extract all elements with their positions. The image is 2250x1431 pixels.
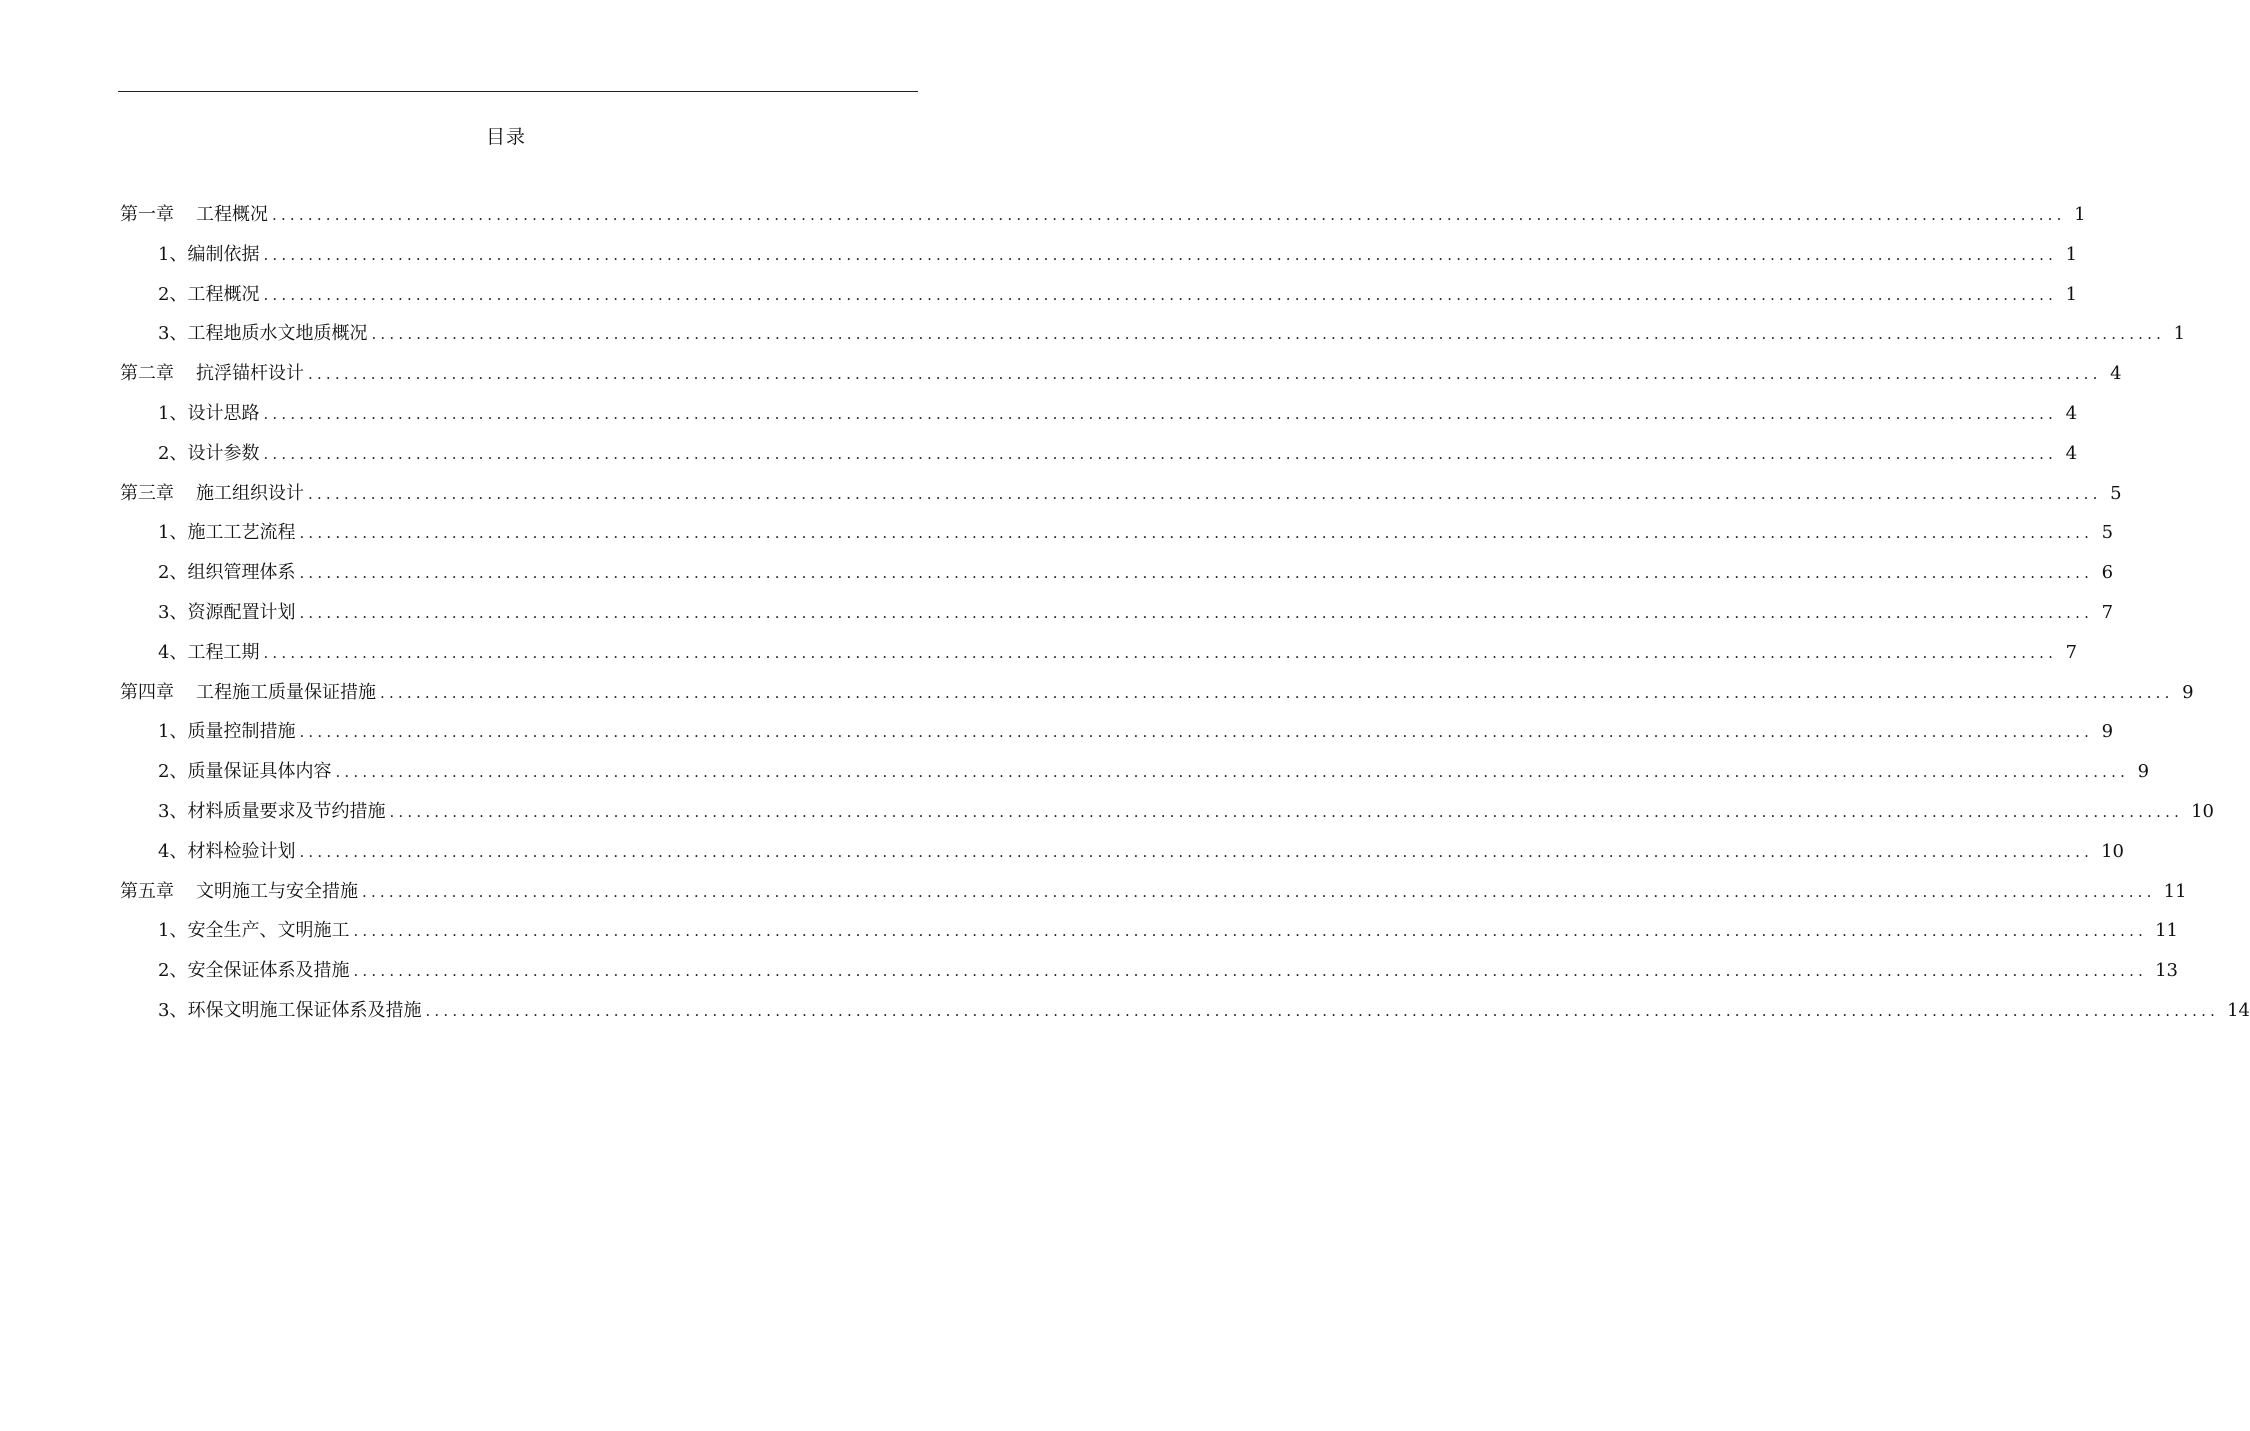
toc-page-number: 5: [2101, 522, 2114, 544]
toc-entry-label: [120, 354, 304, 394]
dot-leader: ........................................................................................................................................................................................................: [263, 404, 2058, 423]
toc-entry-label: [158, 553, 295, 593]
toc-entry-text: 2、安全保证体系及措施: [158, 960, 350, 982]
toc-entry-label: [158, 712, 295, 752]
toc-entry-text: 1、施工工艺流程: [158, 522, 296, 544]
dot-leader: ........................................................................................................................................................................................................: [362, 882, 2156, 901]
toc-page-number: 10: [2101, 840, 2124, 862]
toc-entry-text: 抗浮锚杆设计: [196, 363, 304, 385]
toc-page-number: 13: [2155, 960, 2178, 982]
chapter-number: 第四章: [120, 681, 174, 703]
toc-entry-label: [120, 474, 304, 514]
toc-entry-label: [158, 633, 259, 673]
toc-page-number: 1: [2065, 283, 2078, 305]
dot-leader: ........................................................................................................................................................................................................: [299, 842, 2094, 861]
dot-leader: ........................................................................................................................................................................................................: [299, 603, 2094, 622]
toc-page-number: 4: [2065, 402, 2078, 424]
dot-leader: ........................................................................................................................................................................................................: [308, 365, 2102, 384]
toc-section-entry[interactable]: [120, 275, 2078, 315]
toc-entry-text: 4、材料检验计划: [158, 840, 296, 862]
toc-entry-label: [158, 951, 349, 991]
chapter-number: 第二章: [120, 363, 174, 385]
toc-page-number: 11: [2155, 920, 2178, 942]
dot-leader: ........................................................................................................................................................................................................: [299, 723, 2094, 742]
chapter-number: 第一章: [120, 204, 174, 225]
dot-leader: ........................................................................................................................................................................................................: [299, 524, 2094, 543]
toc-entry-label: [158, 792, 385, 832]
toc-page-number: 9: [2182, 681, 2194, 703]
toc-entry-text: 3、资源配置计划: [158, 601, 296, 623]
toc-section-entry[interactable]: [120, 314, 2186, 354]
toc-entry-text: 1、编制依据: [158, 243, 260, 265]
toc-section-entry[interactable]: [120, 235, 2078, 275]
toc-page-number: 4: [2110, 363, 2122, 385]
toc-entry-label: [158, 832, 295, 872]
toc-page-number: 7: [2101, 601, 2114, 623]
toc-chapter-entry[interactable]: [120, 354, 2122, 394]
toc-section-entry[interactable]: [120, 712, 2114, 752]
toc-section-entry[interactable]: [120, 951, 2178, 991]
toc-entry-label: [158, 314, 367, 354]
toc-page-number: 1: [2173, 323, 2186, 345]
toc-section-entry[interactable]: [120, 991, 2250, 1031]
dot-leader: ........................................................................................................................................................................................................: [308, 484, 2102, 503]
toc-page-number: 1: [2065, 243, 2078, 265]
toc-entry-label: [158, 991, 421, 1031]
dot-leader: ........................................................................................................................................................................................................: [299, 564, 2094, 583]
toc-page-number: 5: [2110, 482, 2122, 504]
toc-entry-text: 3、环保文明施工保证体系及措施: [158, 999, 422, 1021]
toc-entry-text: 2、工程概况: [158, 283, 260, 305]
toc-entry-label: [158, 235, 259, 275]
toc-entry-text: 2、质量保证具体内容: [158, 761, 332, 783]
toc-entry-text: 1、安全生产、文明施工: [158, 920, 350, 942]
toc-chapter-entry[interactable]: [120, 673, 2194, 713]
dot-leader: ........................................................................................................................................................................................................: [425, 1001, 2220, 1020]
toc-section-entry[interactable]: [120, 633, 2078, 673]
dot-leader: ........................................................................................................................................................................................................: [335, 763, 2130, 782]
toc-page-number: 7: [2065, 641, 2078, 663]
header-rule: [118, 91, 918, 92]
dot-leader: ........................................................................................................................................................................................................: [353, 962, 2148, 981]
toc-section-entry[interactable]: [120, 752, 2150, 792]
toc-entry-label: [158, 275, 259, 315]
toc-entry-label: [120, 673, 376, 713]
toc-section-entry[interactable]: [120, 792, 2214, 832]
toc-entry-text: 3、材料质量要求及节约措施: [158, 800, 386, 822]
toc-section-entry[interactable]: [120, 394, 2078, 434]
toc-chapter-entry[interactable]: [120, 872, 2187, 912]
toc-page-number: 10: [2191, 800, 2214, 822]
toc-entry-text: 工程施工质量保证措施: [196, 681, 376, 703]
toc-entry-label: [120, 195, 268, 235]
toc-entry-label: [158, 394, 259, 434]
table-of-contents: [120, 195, 2250, 1031]
dot-leader: ........................................................................................................................................................................................................: [263, 285, 2058, 304]
toc-entry-text: 文明施工与安全措施: [196, 880, 358, 902]
toc-page-number: 1: [2074, 204, 2086, 225]
toc-section-entry[interactable]: [120, 593, 2114, 633]
toc-entry-label: [158, 911, 349, 951]
dot-leader: ........................................................................................................................................................................................................: [389, 802, 2184, 821]
toc-section-entry[interactable]: [120, 513, 2114, 553]
toc-section-entry[interactable]: [120, 434, 2078, 474]
dot-leader: ........................................................................................................................................................................................................: [353, 922, 2148, 941]
toc-page-number: 6: [2101, 562, 2114, 584]
toc-entry-text: 2、组织管理体系: [158, 562, 296, 584]
toc-section-entry[interactable]: [120, 911, 2178, 951]
toc-page-number: 11: [2163, 880, 2187, 902]
toc-page-number: 14: [2227, 999, 2250, 1021]
dot-leader: ........................................................................................................................................................................................................: [272, 206, 2066, 224]
toc-entry-text: 2、设计参数: [158, 442, 260, 464]
chapter-number: 第三章: [120, 482, 174, 504]
toc-entry-text: 1、设计思路: [158, 402, 260, 424]
dot-leader: ........................................................................................................................................................................................................: [263, 643, 2058, 662]
toc-entry-text: 工程概况: [196, 204, 268, 225]
dot-leader: ........................................................................................................................................................................................................: [263, 444, 2058, 463]
toc-entry-label: [158, 752, 331, 792]
toc-entry-text: 4、工程工期: [158, 641, 260, 663]
toc-chapter-entry[interactable]: [120, 474, 2122, 514]
toc-entry-text: 1、质量控制措施: [158, 721, 296, 743]
toc-entry-label: [158, 434, 259, 474]
dot-leader: ........................................................................................................................................................................................................: [371, 325, 2166, 344]
toc-title: 目录: [485, 126, 526, 148]
toc-entry-label: [158, 513, 295, 553]
toc-entry-text: 3、工程地质水文地质概况: [158, 323, 368, 345]
toc-page-number: 9: [2137, 761, 2150, 783]
toc-section-entry[interactable]: [120, 832, 2124, 872]
toc-chapter-entry[interactable]: [120, 195, 2086, 235]
dot-leader: ........................................................................................................................................................................................................: [263, 245, 2058, 264]
toc-page-number: 4: [2065, 442, 2078, 464]
dot-leader: ........................................................................................................................................................................................................: [380, 683, 2174, 702]
toc-section-entry[interactable]: [120, 553, 2114, 593]
toc-entry-label: [120, 872, 358, 912]
toc-entry-text: 施工组织设计: [196, 482, 304, 504]
toc-page-number: 9: [2101, 721, 2114, 743]
chapter-number: 第五章: [120, 880, 174, 902]
toc-entry-label: [158, 593, 295, 633]
